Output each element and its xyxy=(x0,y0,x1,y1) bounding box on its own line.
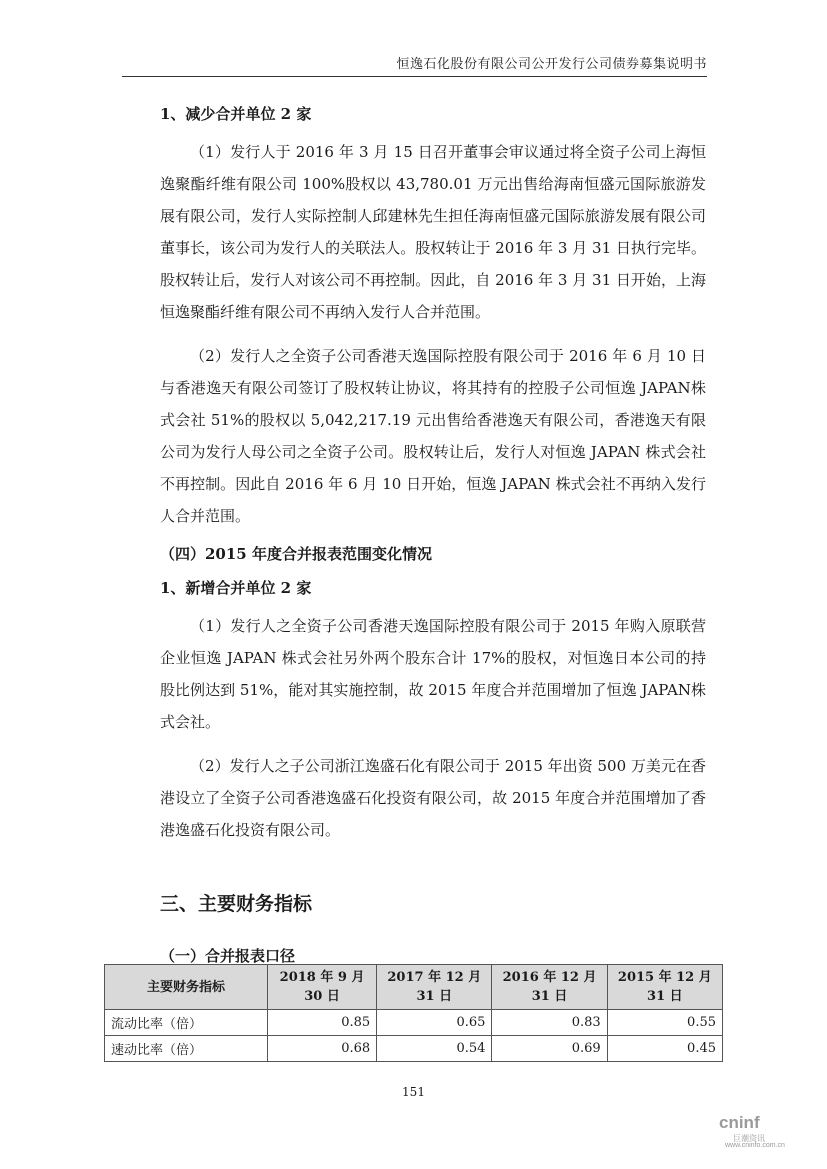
logo-brand: cninf xyxy=(719,1113,760,1132)
add-paragraph-2: （2）发行人之子公司浙江逸盛石化有限公司于 2015 年出资 500 万美元在香港设立了全资子公司香港逸盛石化投资有限公司，故 2015 年度合并范围增加了香港逸盛石化投资有限公司。 xyxy=(160,757,706,839)
add-paragraph-1: （1）发行人之全资子公司香港天逸国际控股有限公司于 2015 年购入原联营企业恒逸 JAPAN 株式会社另外两个股东合计 17%的股权，对恒逸日本公司的持股比例达到 51%，能对其实施控制，故 2015 年度合并范围增加了恒逸 JAPAN株式会社。 xyxy=(160,617,706,731)
reduce-paragraph-1: （1）发行人于 2016 年 3 月 15 日召开董事会审议通过将全资子公司上海恒逸聚酯纤维有限公司 100%股权以 43,780.01 万元出售给海南恒盛元国际旅游发展有限公司，发行人实际控制人邱建林先生担任海南恒盛元国际旅游发展有限公司董事长，该公司为发行人的关联法人。股权转让于 2016 年 3 月 31 日执行完毕。股权转让后，发行人对该公司不再控制。因此，自 2016 年 3 月 31 日开始，上海恒逸聚酯纤维有限公司不再纳入发行人合并范围。 xyxy=(160,143,706,321)
table-cell: 0.85 xyxy=(268,1010,377,1036)
add-heading: 1、新增合并单位 2 家 xyxy=(160,579,312,597)
header-title: 恒逸石化股份有限公司公开发行公司债券募集说明书 xyxy=(396,57,707,72)
table-header-cell: 主要财务指标 xyxy=(105,965,268,1010)
table-header-cell: 2016 年 12 月 31 日 xyxy=(492,965,607,1010)
y2015-heading: （四）2015 年度合并报表范围变化情况 xyxy=(160,545,432,563)
table-cell: 0.55 xyxy=(607,1010,722,1036)
table-header-cell: 2017 年 12 月 31 日 xyxy=(377,965,492,1010)
table-cell: 0.69 xyxy=(492,1036,607,1062)
section-title: 三、主要财务指标 xyxy=(160,893,313,915)
table-cell: 流动比率（倍） xyxy=(105,1010,268,1036)
table-header-cell: 2015 年 12 月 31 日 xyxy=(607,965,722,1010)
table-header-row xyxy=(105,965,723,1010)
table-cell: 0.65 xyxy=(377,1010,492,1036)
cninfo-logo xyxy=(719,1109,805,1153)
table-cell: 0.45 xyxy=(607,1036,722,1062)
subsection-title: （一）合并报表口径 xyxy=(160,947,296,965)
logo-subtitle: 巨潮资讯 xyxy=(733,1134,765,1143)
table-header-cell: 2018 年 9 月 30 日 xyxy=(268,965,377,1010)
page-number: 151 xyxy=(402,1085,425,1099)
table-row xyxy=(105,1010,723,1036)
table-cell: 0.83 xyxy=(492,1010,607,1036)
financial-indicators-table xyxy=(104,964,723,1062)
table-cell: 速动比率（倍） xyxy=(105,1036,268,1062)
reduce-paragraph-2: （2）发行人之全资子公司香港天逸国际控股有限公司于 2016 年 6 月 10 日与香港逸天有限公司签订了股权转让协议，将其持有的控股子公司恒逸 JAPAN株式会社 51%的股权以 5,042,217.19 元出售给香港逸天有限公司，香港逸天有限公司为发行人母公司之全资子公司。股权转让后，发行人对恒逸 JAPAN 株式会社不再控制。因此自 2016 年 6 月 10 日开始，恒逸 JAPAN 株式会社不再纳入发行人合并范围。 xyxy=(160,347,706,525)
logo-url: www.cninfo.com.cn xyxy=(725,1142,785,1149)
table-row xyxy=(105,1036,723,1062)
table-cell: 0.54 xyxy=(377,1036,492,1062)
table-cell: 0.68 xyxy=(268,1036,377,1062)
document-body xyxy=(160,104,706,978)
header-divider xyxy=(122,76,707,77)
reduce-heading: 1、减少合并单位 2 家 xyxy=(160,105,312,123)
